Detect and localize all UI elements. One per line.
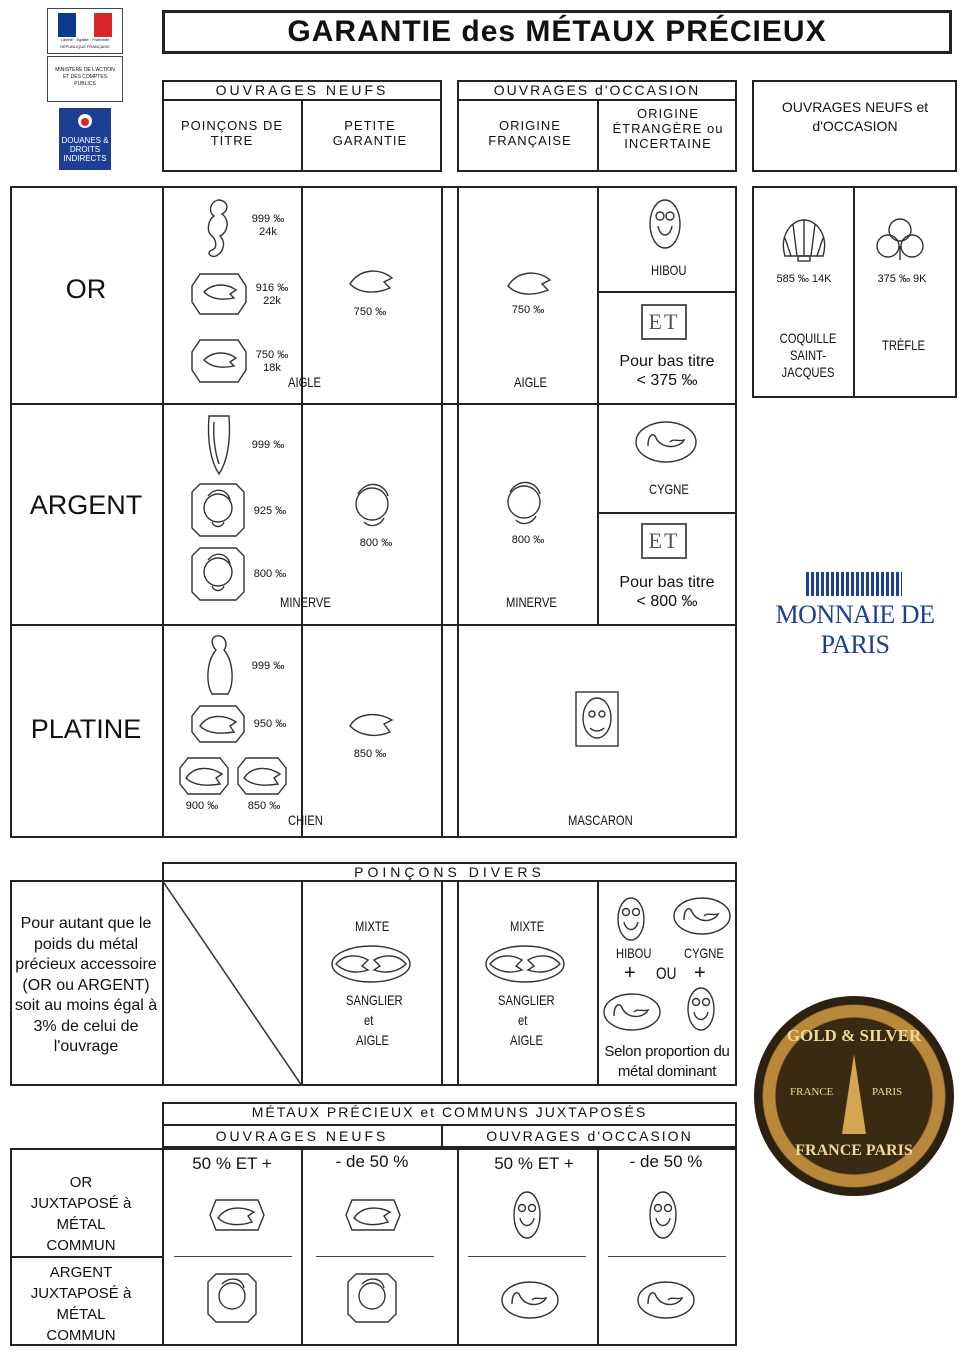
- minerva-head-icon: [346, 478, 398, 530]
- sanglier-aigle-icon: [330, 944, 412, 984]
- header-origine-fr: ORIGINE FRANÇAISE: [488, 118, 572, 148]
- diagonal-line: [162, 880, 302, 1086]
- or-24k: 24k: [259, 226, 277, 238]
- medal-mid-right: PARIS: [872, 1086, 903, 1098]
- eagle-head-icon: [346, 264, 396, 300]
- et-stamp: [641, 304, 687, 340]
- dog-850-icon: [236, 756, 288, 796]
- ministere-label: MINISTÈRE DE L'ACTION ET DES COMPTES PUBLICS: [55, 67, 115, 87]
- juxta-or-row: OR JUXTAPOSÉ à MÉTAL COMMUN: [30, 1174, 132, 1254]
- fr-or-750: 750 ‰: [511, 304, 545, 316]
- et-stamp-argent-label: ET: [648, 528, 680, 553]
- header-neufs-occasion-label: OUVRAGES NEUFS et d'OCCASION: [781, 99, 929, 134]
- fr-ar-minerve-label: MINERVE: [506, 594, 557, 610]
- rf-label: RÉPUBLIQUE FRANÇAISE: [60, 44, 110, 49]
- juxta-50et-occ: 50 % ET +: [494, 1154, 574, 1173]
- pt-900: 900 ‰: [185, 800, 219, 812]
- ar-925: 925 ‰: [253, 505, 287, 517]
- juxta-eagle-neufs-icon: [208, 1198, 266, 1232]
- juxta-neufs: OUVRAGES NEUFS: [215, 1128, 389, 1144]
- dog-950-icon: [190, 704, 246, 744]
- mascaron-icon: [574, 690, 620, 748]
- coquille-label: COQUILLE SAINT-JACQUES: [779, 330, 837, 380]
- juxta-50et-neufs: 50 % ET +: [192, 1154, 272, 1173]
- divers-ou-label: OU: [656, 964, 677, 983]
- dog-900-icon: [178, 756, 230, 796]
- divers-owl-icon: [616, 896, 646, 942]
- mascaron-label: MASCARON: [568, 812, 633, 828]
- juxta-minerva-neufs-icon: [206, 1272, 258, 1324]
- minerva-925-icon: [190, 482, 246, 538]
- or-22k: 22k: [263, 295, 281, 307]
- or-bas-val: < 375 ‰: [636, 372, 698, 389]
- ar-minerve-label: MINERVE: [280, 594, 331, 610]
- metal-platine: PLATINE: [30, 714, 142, 744]
- header-neufs-label: OUVRAGES NEUFS: [215, 82, 389, 98]
- juxta-owl-50-icon: [512, 1190, 542, 1240]
- ar-bas-val: < 800 ‰: [636, 593, 698, 610]
- medal-top-text: GOLD & SILVER: [786, 1026, 922, 1045]
- penguin-icon: [204, 632, 236, 698]
- juxta-eagle-m50-icon: [344, 1198, 402, 1232]
- eiffel-tower-icon: [842, 1054, 866, 1134]
- chien-label: CHIEN: [288, 812, 323, 828]
- title-box: [162, 10, 952, 54]
- ar-999: 999 ‰: [251, 439, 285, 451]
- trefle-label: TRÈFLE: [882, 337, 925, 353]
- medal-mid-left: FRANCE: [790, 1086, 834, 1098]
- monnaie-building-icon: [806, 572, 902, 596]
- header-origine-etr: ORIGINE ÉTRANGÈRE ou INCERTAINE: [612, 106, 724, 151]
- divers-owl-2-icon: [686, 986, 716, 1032]
- or-aigle-label: AIGLE: [288, 374, 321, 390]
- douanes-label: DOUANES & DROITS INDIRECTS: [61, 136, 109, 163]
- eagle-head-fr-icon: [504, 266, 554, 302]
- pg-ar-800: 800 ‰: [359, 537, 393, 549]
- sanglier-aigle-occ-icon: [484, 944, 566, 984]
- metal-or: OR: [65, 274, 107, 304]
- header-poincons-titre: POINÇONS DE TITRE: [180, 118, 283, 148]
- medal-bottom-text: FRANCE PARIS: [795, 1142, 913, 1159]
- divers-cygne-label: CYGNE: [684, 945, 724, 961]
- juxta-occasion: OUVRAGES d'OCCASION: [486, 1128, 693, 1144]
- metal-argent: ARGENT: [29, 490, 143, 520]
- scallop-shell-icon: [779, 216, 829, 262]
- eagle-916-icon: [190, 272, 248, 316]
- juxta-argent-row: ARGENT JUXTAPOSÉ à MÉTAL COMMUN: [30, 1264, 132, 1344]
- trefle-titre: 375 ‰ 9K: [877, 273, 927, 285]
- juxta-swan-50-icon: [500, 1280, 560, 1320]
- republique-francaise-logo: [47, 8, 123, 54]
- fr-ar-800: 800 ‰: [511, 534, 545, 546]
- monnaie-de-paris-logo: MONNAIE DE PARIS: [775, 600, 935, 659]
- mixte-occ-label: MIXTE: [510, 918, 545, 934]
- amphora-icon: [205, 412, 233, 478]
- divers-swan-icon: [672, 896, 732, 936]
- aigle-occ-label: AIGLE: [510, 1032, 543, 1048]
- sanglier-occ-label: SANGLIER: [498, 992, 555, 1008]
- juxta-m50-neufs: - de 50 %: [335, 1152, 409, 1171]
- pt-999: 999 ‰: [251, 660, 285, 672]
- page-title: GARANTIE des MÉTAUX PRÉCIEUX: [287, 15, 827, 48]
- minerva-800-icon: [190, 546, 246, 602]
- douanes-logo: [59, 108, 111, 170]
- divers-swan-2-icon: [602, 992, 662, 1032]
- ar-800: 800 ‰: [253, 568, 287, 580]
- owl-icon: [648, 198, 682, 250]
- or-750: 750 ‰: [255, 349, 289, 361]
- divers-hibou-label: HIBOU: [616, 945, 652, 961]
- or-18k: 18k: [263, 362, 281, 374]
- header-occasion-label: OUVRAGES d'OCCASION: [493, 82, 701, 98]
- divers-texte: Pour autant que le poids du métal précieux accessoire (OR ou ARGENT) soit au moins égal à 3% de celui de l'ouvrage: [14, 915, 158, 1055]
- header-petite-garantie: PETITE GARANTIE: [332, 118, 408, 148]
- cygne-label: CYGNE: [649, 481, 689, 497]
- fr-or-aigle-label: AIGLE: [514, 374, 547, 390]
- or-999: 999 ‰: [251, 213, 285, 225]
- coquille-titre: 585 ‰ 14K: [776, 273, 832, 285]
- juxta-minerva-m50-icon: [346, 1272, 398, 1324]
- divers-selon: Selon proportion du métal dominant: [604, 1043, 730, 1080]
- juxta-owl-m50-icon: [648, 1190, 678, 1240]
- swan-icon: [634, 420, 698, 464]
- ministere-logo: [47, 56, 123, 102]
- or-bas-titre: Pour bas titre: [619, 353, 715, 370]
- gold-silver-medal: [754, 996, 954, 1196]
- hibou-label: HIBOU: [651, 262, 687, 278]
- pg-or-750: 750 ‰: [353, 306, 387, 318]
- ar-bas-titre: Pour bas titre: [619, 574, 715, 591]
- juxta-title: MÉTAUX PRÉCIEUX et COMMUNS JUXTAPOSÉS: [251, 1104, 648, 1120]
- minerva-head-fr-icon: [498, 476, 550, 528]
- trefle-icon: [874, 216, 926, 262]
- pg-pt-850: 850 ‰: [353, 748, 387, 760]
- divers-plus-2: +: [694, 962, 706, 984]
- et-stamp-argent: [641, 523, 687, 559]
- rf-motto: Liberté · Égalité · Fraternité: [60, 37, 110, 42]
- mixte-neufs-label: MIXTE: [355, 918, 390, 934]
- aigle-neufs-label: AIGLE: [356, 1032, 389, 1048]
- dog-head-icon: [346, 706, 396, 742]
- et-neufs-label: et: [364, 1012, 374, 1028]
- pt-850: 850 ‰: [247, 800, 281, 812]
- et-occ-label: et: [518, 1012, 528, 1028]
- et-stamp-label: ET: [648, 309, 680, 334]
- juxta-swan-m50-icon: [636, 1280, 696, 1320]
- pt-950: 950 ‰: [253, 718, 287, 730]
- juxta-m50-occ: - de 50 %: [629, 1152, 703, 1171]
- or-916: 916 ‰: [255, 282, 289, 294]
- divers-title: POINÇONS DIVERS: [354, 864, 545, 880]
- seahorse-icon: [200, 196, 234, 260]
- eagle-750-icon: [190, 338, 248, 384]
- divers-plus-1: +: [624, 962, 636, 984]
- sanglier-neufs-label: SANGLIER: [346, 992, 403, 1008]
